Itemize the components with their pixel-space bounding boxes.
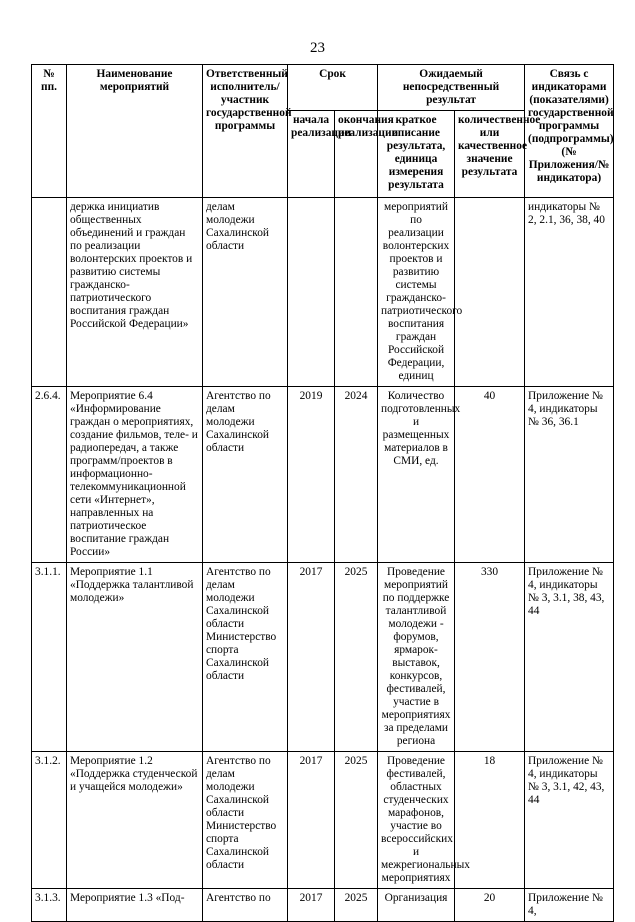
- header-expected: Ожидаемый непосредственный результат: [378, 65, 525, 111]
- table-row: [32, 198, 614, 387]
- row-responsible: Агентство по: [203, 889, 288, 922]
- row-num: 3.1.2.: [32, 752, 67, 889]
- row-short: мероприятий по реализации волонтерских проектов и развитию системы гражданско-патриотического воспитания граждан Российской Федерации, единиц: [378, 198, 455, 387]
- table-row: [32, 889, 614, 922]
- header-period: Срок: [288, 65, 378, 111]
- header-period-end: окончания реализации: [335, 111, 378, 198]
- row-link: индикаторы № 2, 2.1, 36, 38, 40: [525, 198, 614, 387]
- row-link: Приложение № 4, индикаторы № 36, 36.1: [525, 387, 614, 563]
- row-value: 18: [455, 752, 525, 889]
- row-end: [335, 198, 378, 387]
- row-start: 2017: [288, 752, 335, 889]
- header-expected-value: количественное или качественное значение результата: [455, 111, 525, 198]
- row-name: Мероприятие 6.4 «Информирование граждан о мероприятиях, создание фильмов, теле- и радиопередач, а также программ/проектов в информационно-телекоммуникационной сети «Интернет», направленных на патриотическое воспитание граждан России»: [67, 387, 203, 563]
- row-end: 2025: [335, 752, 378, 889]
- row-value: 20: [455, 889, 525, 922]
- row-name: Мероприятие 1.3 «Под-: [67, 889, 203, 922]
- row-link: Приложение № 4, индикаторы № 3, 3.1, 42, 43, 44: [525, 752, 614, 889]
- row-end: 2024: [335, 387, 378, 563]
- row-name: Мероприятие 1.1 «Поддержка талантливой молодежи»: [67, 563, 203, 752]
- row-end: 2025: [335, 889, 378, 922]
- row-short: Проведение фестивалей, областных студенческих марафонов, участие во всероссийских и межрегиональных мероприятиях: [378, 752, 455, 889]
- row-link: Приложение № 4,: [525, 889, 614, 922]
- table-row: [32, 752, 614, 889]
- header-row-1: [32, 65, 614, 111]
- row-link: Приложение № 4, индикаторы № 3, 3.1, 38, 43, 44: [525, 563, 614, 752]
- row-num: 3.1.3.: [32, 889, 67, 922]
- table-row: [32, 387, 614, 563]
- row-value: 40: [455, 387, 525, 563]
- row-start: 2019: [288, 387, 335, 563]
- measures-table: [31, 64, 614, 922]
- header-name: Наименование мероприятий: [67, 65, 203, 198]
- row-short: Проведение мероприятий по поддержке талантливой молодежи - форумов, ярмарок-выставок, конкурсов, фестивалей, участие в мероприятиях за пределами региона: [378, 563, 455, 752]
- row-responsible: Агентство по делам молодежи Сахалинской области Министерство спорта Сахалинской области: [203, 752, 288, 889]
- row-name: Мероприятие 1.2 «Поддержка студенческой и учащейся молодежи»: [67, 752, 203, 889]
- page-number: 23: [310, 40, 325, 56]
- row-start: 2017: [288, 563, 335, 752]
- table-row: [32, 563, 614, 752]
- row-value: 330: [455, 563, 525, 752]
- header-period-start: начала реализации: [288, 111, 335, 198]
- row-short: Количество подготовленных и размещенных материалов в СМИ, ед.: [378, 387, 455, 563]
- row-name: держка инициатив общественных объединений и граждан по реализации волонтерских проектов и развитию системы гражданско-патриотического воспитания граждан Российской Федерации»: [67, 198, 203, 387]
- row-end: 2025: [335, 563, 378, 752]
- row-responsible: Агентство по делам молодежи Сахалинской области: [203, 387, 288, 563]
- header-expected-short: краткое описание результата, единица измерения результата: [378, 111, 455, 198]
- row-responsible: Агентство по делам молодежи Сахалинской области Министерство спорта Сахалинской области: [203, 563, 288, 752]
- header-responsible: Ответственный исполнитель/участник государственной программы: [203, 65, 288, 198]
- row-responsible: делам молодежи Сахалинской области: [203, 198, 288, 387]
- row-value: [455, 198, 525, 387]
- row-num: [32, 198, 67, 387]
- row-start: 2017: [288, 889, 335, 922]
- row-num: 3.1.1.: [32, 563, 67, 752]
- row-start: [288, 198, 335, 387]
- row-short: Организация: [378, 889, 455, 922]
- row-num: 2.6.4.: [32, 387, 67, 563]
- header-num: № пп.: [32, 65, 67, 198]
- header-link: Связь с индикаторами (показателями) государственной программы (подпрограммы) (№ Приложения/№ индикатора): [525, 65, 614, 198]
